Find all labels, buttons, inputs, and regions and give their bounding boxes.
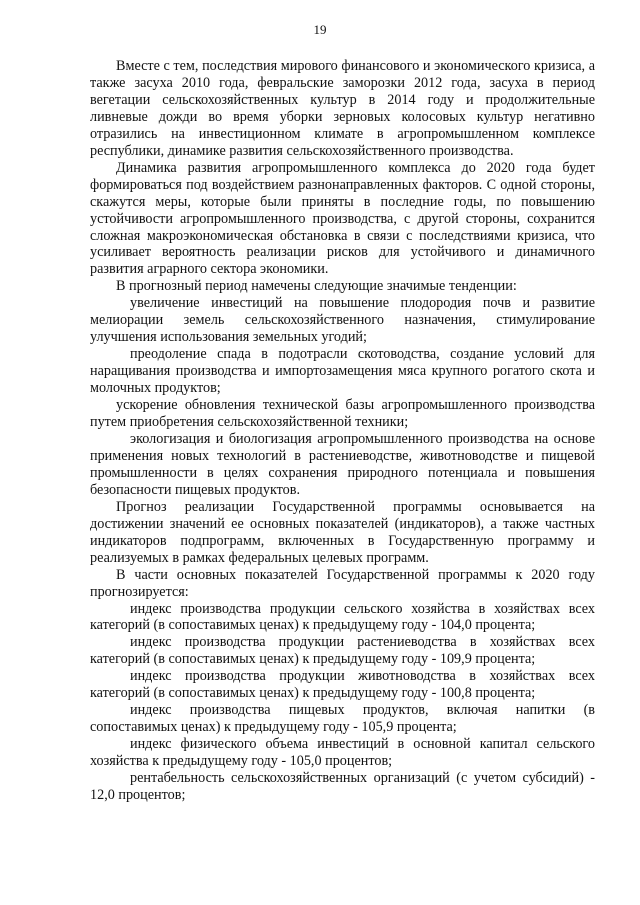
list-item-investment: увеличение инвестиций на повышение плодородия почв и развитие мелиорации земель сельскохозяйственного назначения, стимулирование улучшения использования земельных угодий; — [90, 295, 595, 346]
list-item-profitability: рентабельность сельскохозяйственных организаций (с учетом субсидий) - 12,0 процентов; — [90, 770, 595, 803]
list-item-crop-index: индекс производства продукции растениеводства в хозяйствах всех категорий (в сопоставимых ценах) к предыдущему году - 109,9 процента; — [90, 634, 595, 668]
paragraph-crisis-impact: Вместе с тем, последствия мирового финансового и экономического кризиса, а также засуха 2010 года, февральские заморозки 2012 года, засуха в период вегетации сельскохозяйственных культур в 2014 году и продолжительные ливневые дожди во время уборки зерновых колосовых культур негативно отразились на инвестиционном климате в агропромышленном комплексе республики, динамике развития сельскохозяйственного производства. — [90, 58, 595, 159]
paragraph-forecast-basis: Прогноз реализации Государственной программы основывается на достижении значений ее основных показателей (индикаторов), а также частных индикаторов подпрограмм, включенных в Государственную программу и реализуемых в рамках федеральных целевых программ. — [90, 498, 595, 566]
list-item-food-index: индекс производства пищевых продуктов, включая напитки (в сопоставимых ценах) к предыдущему году - 105,9 процента; — [90, 702, 595, 736]
paragraph-development-dynamics: Динамика развития агропромышленного комплекса до 2020 года будет формироваться под воздействием разнонаправленных факторов. С одной стороны, скажутся меры, которые были приняты в последние годы, по повышению устойчивости агропромышленного производства, с другой стороны, сохранится сложная макроэкономическая обстановка в связи с последствиями кризиса, что усиливает вероятность реализации рисков для устойчивого и динамичного развития аграрного сектора экономики. — [90, 159, 595, 278]
list-item-technical-base: ускорение обновления технической базы агропромышленного производства путем приобретения сельскохозяйственной техники; — [90, 397, 595, 431]
paragraph-indicators-intro: В части основных показателей Государственной программы к 2020 году прогнозируется: — [90, 566, 595, 600]
list-item-cattle: преодоление спада в подотрасли скотоводства, создание условий для наращивания производства и импортозамещения мяса крупного рогатого скота и молочных продуктов; — [90, 346, 595, 397]
page-number: 19 — [313, 22, 327, 37]
list-item-investment-index: индекс физического объема инвестиций в основной капитал сельского хозяйства к предыдущему году - 105,0 процентов; — [90, 736, 595, 770]
list-item-livestock-index: индекс производства продукции животноводства в хозяйствах всех категорий (в сопоставимых ценах) к предыдущему году - 100,8 процента; — [90, 668, 595, 702]
list-item-ecologization: экологизация и биологизация агропромышленного производства на основе применения новых технологий в растениеводстве, животноводстве и пищевой промышленности в целях сохранения природного потенциала и повышения безопасности пищевых продуктов. — [90, 430, 595, 498]
document-body — [90, 58, 595, 804]
paragraph-trends-intro: В прогнозный период намечены следующие значимые тенденции: — [116, 278, 517, 295]
list-item-agriculture-index: индекс производства продукции сельского хозяйства в хозяйствах всех категорий (в сопоставимых ценах) к предыдущему году - 104,0 процента; — [90, 600, 595, 634]
